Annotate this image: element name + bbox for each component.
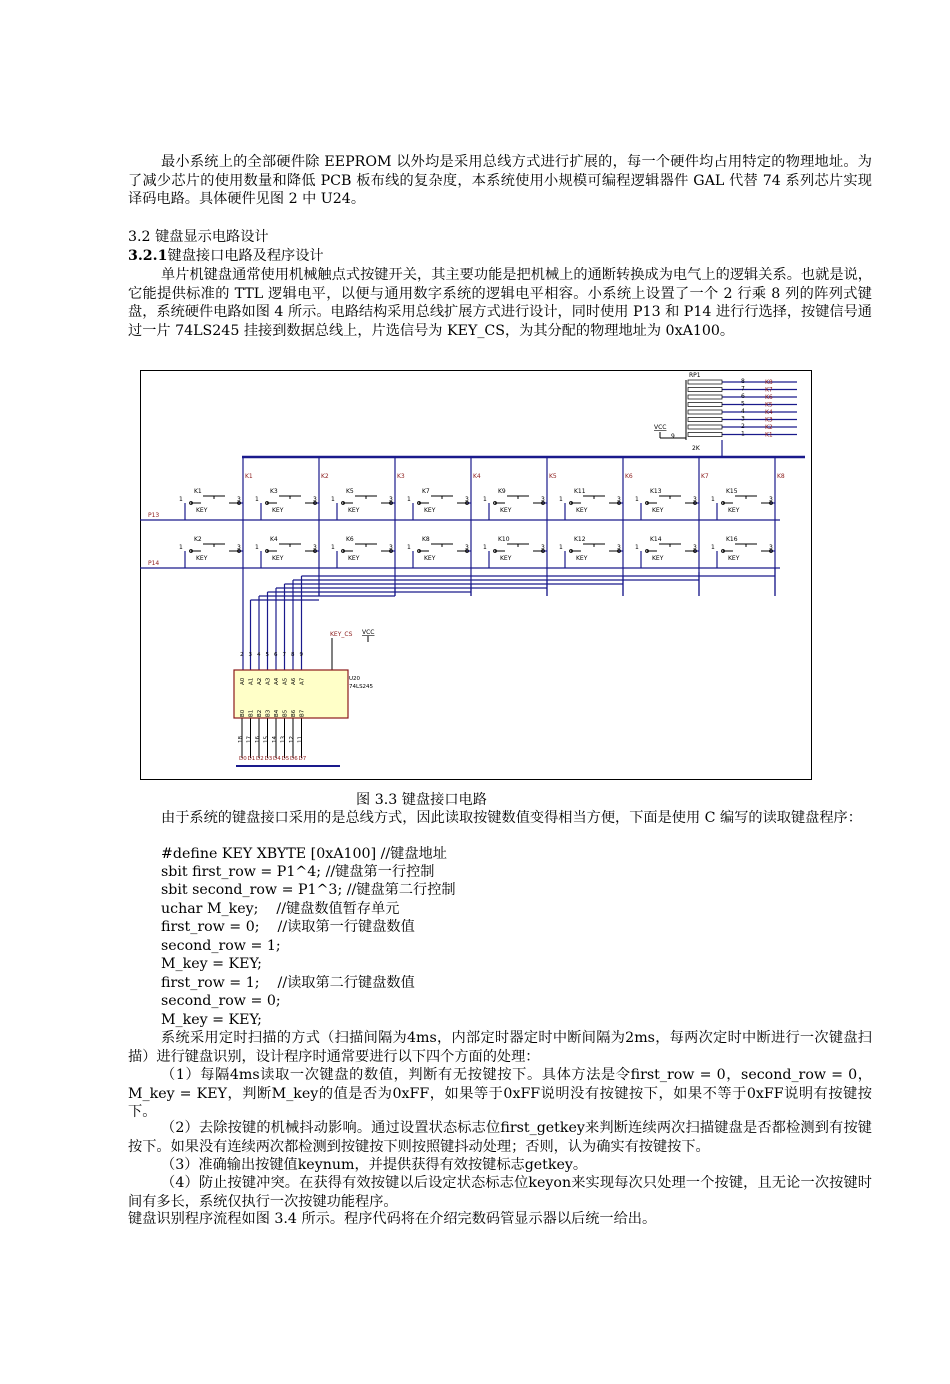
chip-a-pin: A7 — [299, 677, 306, 685]
column-label: K3 — [397, 473, 405, 480]
list-item-3: （3）准确输出按键值keynum，并提供获得有效按键标志getkey。 — [161, 1157, 588, 1173]
key-label: K1 — [194, 488, 202, 495]
chip-a-pin: A0 — [240, 677, 246, 685]
key-label: K9 — [498, 488, 506, 495]
switch-pin: 1 — [255, 544, 259, 551]
key-type-label: KEY — [348, 507, 360, 514]
row-label-p13: P13 — [148, 512, 160, 519]
key-type-label: KEY — [424, 555, 436, 562]
data-bus-label: D7 — [298, 756, 307, 762]
rp-pin-number: 1 — [741, 430, 745, 438]
code-line: M_key = KEY; — [161, 1012, 262, 1028]
switch-pin: 3 — [313, 544, 317, 551]
list-item-1: （1）每隔4ms读取一次键盘的数值，判断有无按键按下。具体方法是令first_row = 0，second_row = 0，M_key = KEY，判断M_key的值是否为0xFF，如果等于0xFF说明没有按键按下，如果不等于0xFF说明有按键按下。 — [128, 1067, 872, 1121]
chip-pin-number: 13 — [280, 736, 287, 743]
keyboard-circuit-figure — [140, 370, 812, 780]
key-label: K16 — [726, 536, 738, 543]
chip-vcc-label: VCC — [362, 629, 375, 636]
switch-pin: 1 — [483, 496, 487, 503]
switch-pin: 3 — [769, 544, 773, 551]
key-label: K4 — [270, 536, 278, 543]
row-label-p14: P14 — [148, 560, 160, 567]
column-label: K6 — [625, 473, 633, 480]
code-line: uchar M_key; //键盘数值暂存单元 — [161, 901, 400, 917]
key-type-label: KEY — [424, 507, 436, 514]
switch-pin: 1 — [635, 544, 639, 551]
intro-paragraph: 最小系统上的全部硬件除 EEPROM 以外均是采用总线方式进行扩展的，每一个硬件均占用特定的物理地址。为了减少芯片的使用数量和降低 PCB 板布线的复杂度，本系统使用小规模可编程逻辑器件 GAL 代替 74 系列芯片实现译码电路。具体硬件见图 2 中 U24。 — [128, 154, 872, 208]
switch-pin: 3 — [617, 496, 621, 503]
key-cs-label: KEY_CS — [330, 631, 353, 638]
rp-pin-number: 8 — [741, 378, 745, 385]
after-figure-paragraph: 由于系统的键盘接口采用的是总线方式，因此读取按键数值变得相当方便，下面是使用 C 编写的读取键盘程序： — [161, 810, 862, 826]
switch-pin: 3 — [389, 496, 393, 503]
chip-pin-number: 5 — [265, 652, 269, 658]
chip-pin-number: 6 — [274, 652, 278, 658]
chip-pin-number: 17 — [246, 736, 253, 743]
switch-pin: 3 — [237, 496, 241, 503]
code-line: sbit second_row = P1^3; //键盘第二行控制 — [161, 882, 456, 898]
code-line: sbit first_row = P1^4; //键盘第一行控制 — [161, 864, 435, 880]
switch-pin: 3 — [541, 544, 545, 551]
rp-pin-number: 3 — [741, 415, 745, 423]
rp-output-label: K2 — [765, 424, 773, 431]
column-label: K4 — [473, 473, 481, 480]
scan-paragraph: 系统采用定时扫描的方式（扫描间隔为4ms，内部定时器定时中断间隔为2ms，每两次定时中断进行一次键盘扫描）进行键盘识别，设计程序时通常要进行以下四个方面的处理： — [128, 1030, 872, 1065]
switch-pin: 1 — [255, 496, 259, 503]
chip-a-pin: A3 — [265, 677, 272, 685]
key-label: K2 — [194, 536, 202, 543]
rp-output-label: K5 — [765, 401, 773, 409]
switch-pin: 3 — [465, 496, 469, 503]
data-bus-label: D5 — [281, 756, 290, 762]
chip-b-pin: B6 — [291, 709, 297, 717]
chip-pin-number: 7 — [282, 652, 286, 658]
code-line: #define KEY XBYTE [0xA100] //键盘地址 — [161, 846, 447, 862]
key-type-label: KEY — [272, 507, 284, 514]
section-heading: 3.2 键盘显示电路设计 — [128, 229, 269, 245]
key-type-label: KEY — [652, 507, 664, 514]
key-label: K10 — [498, 536, 510, 543]
key-label: K6 — [346, 536, 354, 543]
data-bus-label: D1 — [247, 756, 256, 762]
rp-output-label: K7 — [765, 386, 773, 394]
switch-pin: 1 — [711, 544, 715, 551]
figure-caption: 图 3.3 键盘接口电路 — [356, 792, 487, 808]
key-type-label: KEY — [272, 555, 284, 562]
column-label: K7 — [701, 473, 709, 480]
switch-pin: 1 — [407, 496, 411, 503]
switch-pin: 1 — [483, 544, 487, 551]
switch-pin: 3 — [313, 496, 317, 503]
chip-pin-number: 15 — [263, 736, 270, 743]
switch-pin: 1 — [711, 496, 715, 503]
key-type-label: KEY — [728, 555, 740, 562]
switch-pin: 1 — [179, 544, 183, 551]
key-type-label: KEY — [576, 507, 588, 514]
column-label: K1 — [245, 473, 253, 480]
chip-pin-number: 3 — [248, 652, 252, 658]
pin-9-label: 9 — [671, 433, 675, 440]
chip-pin-number: 16 — [255, 736, 261, 743]
chip-pin-number: 8 — [291, 652, 295, 658]
chip-pin-number: 14 — [272, 736, 278, 743]
key-label: K11 — [574, 488, 586, 495]
chip-a-pin: A4 — [274, 677, 280, 685]
switch-pin: 3 — [693, 544, 697, 551]
chip-a-pin: A5 — [282, 677, 289, 685]
chip-b-pin: B4 — [274, 709, 280, 717]
switch-pin: 1 — [635, 496, 639, 503]
chip-b-pin: B5 — [282, 709, 289, 717]
rp1-label: RP1 — [689, 372, 701, 379]
chip-b-pin: B3 — [265, 709, 272, 717]
chip-a-pin: A2 — [257, 677, 263, 685]
data-bus-label: D2 — [256, 756, 264, 762]
switch-pin: 1 — [179, 496, 183, 503]
key-type-label: KEY — [348, 555, 360, 562]
data-bus-label: D4 — [273, 756, 281, 762]
list-item-2: （2）去除按键的机械抖动影响。通过设置状态标志位first_getkey来判断连续两次扫描键盘是否都检测到有按键按下。如果没有连续两次都检测到按键按下则按照键抖动处理；否则，认为确实有按键按下。 — [128, 1120, 872, 1155]
key-type-label: KEY — [196, 507, 208, 514]
code-line: second_row = 1; — [161, 938, 281, 954]
key-label: K13 — [650, 488, 662, 495]
chip-b-pin: B1 — [248, 709, 255, 717]
data-bus-label: D6 — [290, 756, 298, 762]
rp-pin-number: 7 — [741, 385, 745, 393]
list-item-4: （4）防止按键冲突。在获得有效按键以后设定状态标志位keyon来实现每次只处理一个按键，且无论一次按键时间有多长，系统仅执行一次按键功能程序。 — [128, 1175, 872, 1210]
switch-pin: 3 — [769, 496, 773, 503]
switch-pin: 1 — [559, 496, 563, 503]
code-line: M_key = KEY; — [161, 956, 262, 972]
chip-pin-number: 4 — [257, 652, 261, 658]
key-label: K8 — [422, 536, 430, 543]
key-label: K14 — [650, 536, 662, 543]
key-type-label: KEY — [576, 555, 588, 562]
rp-output-label: K8 — [765, 379, 773, 386]
code-line: first_row = 0; //读取第一行键盘数值 — [161, 919, 415, 935]
key-label: K3 — [270, 488, 278, 495]
data-bus-label: D0 — [239, 756, 247, 762]
chip-a-pin: A1 — [248, 677, 255, 685]
chip-pin-number: 9 — [299, 652, 303, 658]
switch-pin: 1 — [559, 544, 563, 551]
key-label: K15 — [726, 488, 738, 495]
switch-pin: 1 — [331, 544, 335, 551]
key-label: K12 — [574, 536, 586, 543]
chip-b-pin: B0 — [240, 709, 246, 717]
switch-pin: 1 — [407, 544, 411, 551]
rp-pin-number: 5 — [741, 400, 745, 408]
chip-b-pin: B2 — [257, 709, 263, 717]
data-bus-label: D3 — [264, 756, 273, 762]
rp-pin-number: 2 — [741, 423, 745, 430]
switch-pin: 3 — [237, 544, 241, 551]
column-label: K8 — [777, 473, 785, 480]
chip-pin-number: 11 — [297, 736, 304, 743]
rp-output-label: K1 — [765, 431, 773, 439]
rp-output-label: K4 — [765, 409, 773, 416]
switch-pin: 3 — [693, 496, 697, 503]
key-type-label: KEY — [728, 507, 740, 514]
column-label: K5 — [549, 473, 557, 480]
chip-pin-number: 2 — [240, 652, 244, 658]
key-type-label: KEY — [500, 507, 512, 514]
subsection-title: 键盘接口电路及程序设计 — [167, 248, 324, 264]
code-line: second_row = 0; — [161, 993, 281, 1009]
column-label: K2 — [321, 473, 329, 480]
subsection-heading — [128, 247, 324, 265]
rp1-value: 2K — [692, 445, 700, 452]
closing-paragraph: 键盘识别程序流程如图 3.4 所示。程序代码将在介绍完数码管显示器以后统一给出。 — [128, 1211, 657, 1227]
chip-pin-number: 12 — [289, 736, 295, 743]
key-type-label: KEY — [500, 555, 512, 562]
code-line: first_row = 1; //读取第二行键盘数值 — [161, 975, 415, 991]
rp-pin-number: 4 — [741, 408, 745, 415]
switch-pin: 3 — [465, 544, 469, 551]
chip-pin-number: 18 — [238, 736, 244, 743]
chip-ref: U20 — [349, 676, 361, 682]
key-type-label: KEY — [196, 555, 208, 562]
key-type-label: KEY — [652, 555, 664, 562]
rp-output-label: K6 — [765, 394, 773, 401]
switch-pin: 3 — [541, 496, 545, 503]
rp-pin-number: 6 — [741, 393, 745, 400]
chip-name: 74LS245 — [349, 684, 374, 690]
chip-b-pin: B7 — [299, 709, 306, 717]
switch-pin: 1 — [331, 496, 335, 503]
vcc-label: VCC — [654, 424, 667, 431]
switch-pin: 3 — [389, 544, 393, 551]
keyboard-description-paragraph: 单片机键盘通常使用机械触点式按键开关，其主要功能是把机械上的通断转换成为电气上的逻辑关系。也就是说，它能提供标准的 TTL 逻辑电平，以便与通用数字系统的逻辑电平相容。小系统上设置了一个 2 行乘 8 列的阵列式键盘，系统硬件电路如图 4 所示。电路结构采用总线扩展方式进行设计，同时使用 P13 和 P14 进行行选择，按键信号通过一片 74LS245 挂接到数据总线上，片选信号为 KEY_CS，为其分配的物理地址为 0xA100。 — [128, 267, 872, 339]
key-label: K7 — [422, 488, 430, 495]
rp-output-label: K3 — [765, 416, 773, 424]
switch-pin: 3 — [617, 544, 621, 551]
chip-a-pin: A6 — [291, 677, 297, 685]
key-label: K5 — [346, 488, 354, 495]
subsection-number: 3.2.1 — [128, 248, 168, 264]
